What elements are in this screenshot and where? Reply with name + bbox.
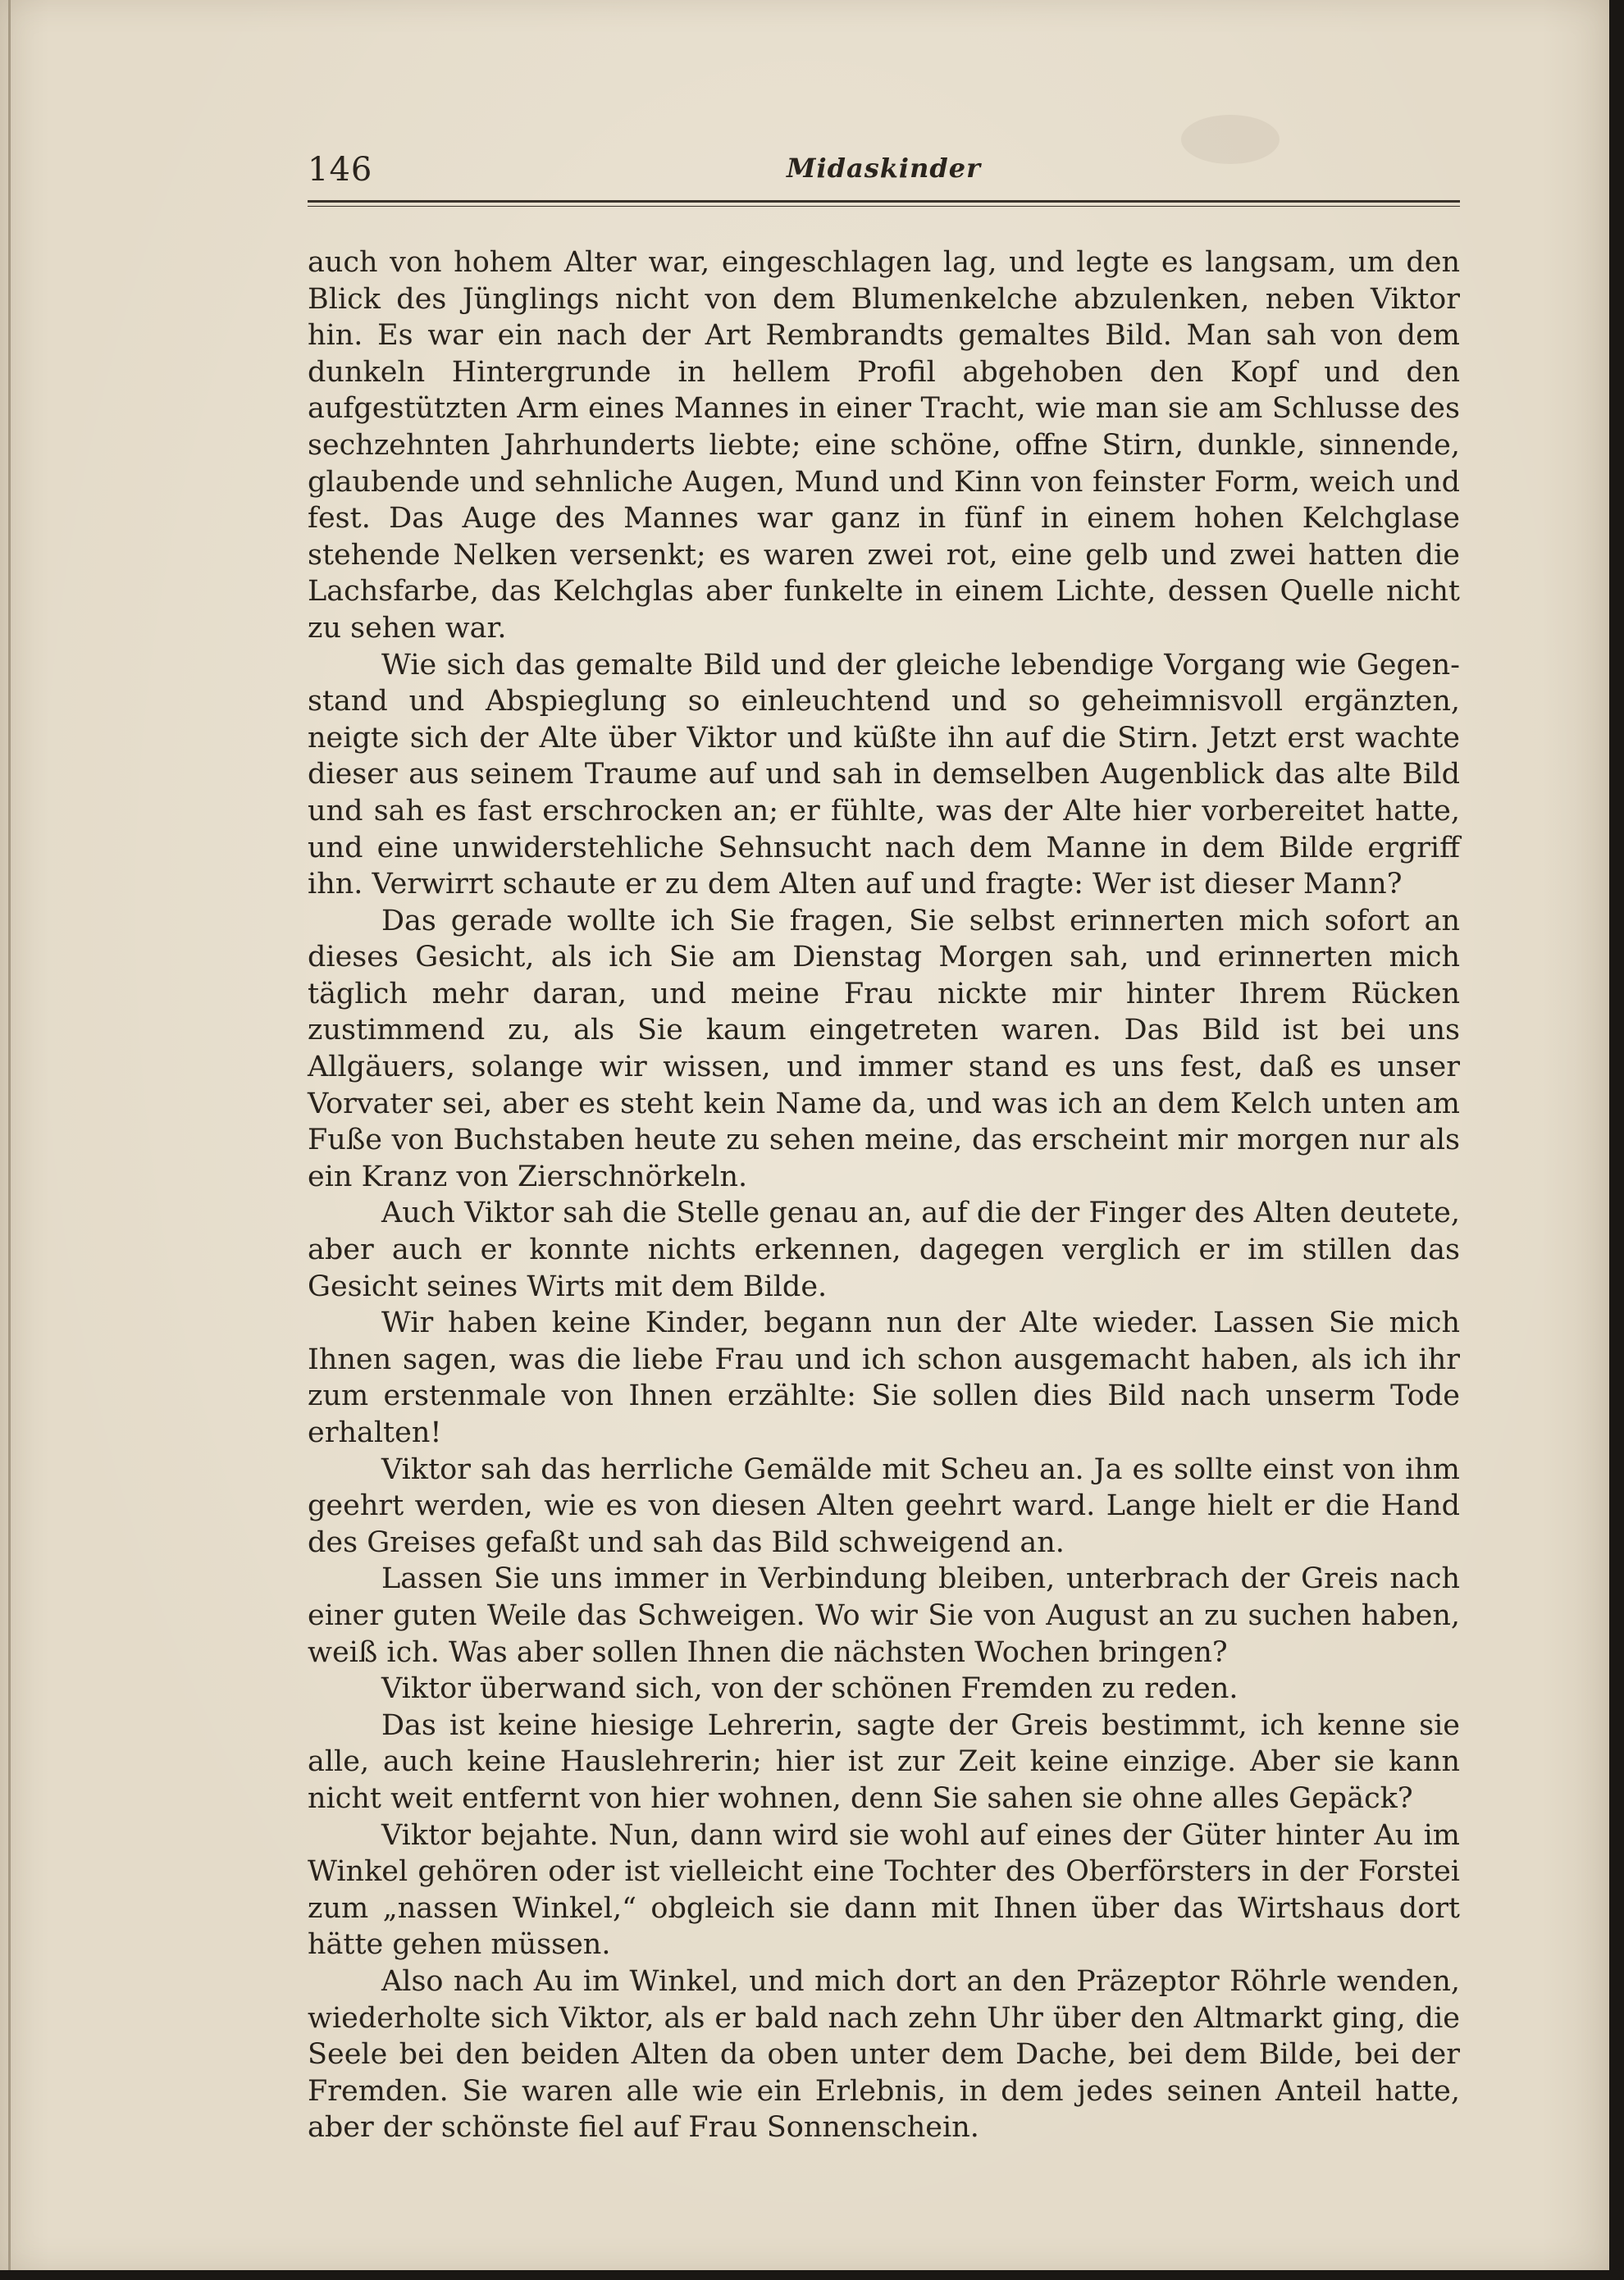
page-number: 146 bbox=[308, 151, 373, 189]
paragraph: Also nach Au im Winkel, und mich dort an den Präzeptor Röhrle wenden, wiederholte sich Viktor, als er bald nach zehn Uhr über den Altmarkt ging, die Seele bei den beiden Alten da oben unter dem Dache, bei dem Bilde, bei der Fremden. Sie waren alle wie ein Erlebnis, in dem jedes seinen Anteil hatte, aber der schönste fiel auf Frau Sonnenschein. bbox=[308, 1964, 1460, 2145]
paragraph: Das ist keine hiesige Lehrerin, sagte der Greis bestimmt, ich kenne sie alle, auch keine Hauslehrerin; hier ist zur Zeit keine einzige. Aber sie kann nicht weit entfernt von hier wohnen, denn Sie sahen sie ohne alles Gepäck? bbox=[308, 1708, 1460, 1815]
paragraph: Wie sich das gemalte Bild und der gleiche lebendige Vorgang wie Gegenstand und Abspieglung so einleuchtend und so geheimnisvoll ergänzten, neigte sich der Alte über Viktor und küßte ihn auf die Stirn. Jetzt erst wachte dieser aus seinem Traume auf und sah in demselben Augenblick das alte Bild und sah es fast erschrocken an; er fühlte, was der Alte hier vorbereitet hatte, und eine unwiderstehliche Sehnsucht nach dem Manne in dem Bilde ergriff ihn. Verwirrt schaute er zu dem Alten auf und fragte: Wer ist dieser Mann? bbox=[308, 648, 1460, 901]
paragraph: Auch Viktor sah die Stelle genau an, auf die der Finger des Alten deutete, aber auch er konnte nichts erkennen, dagegen verglich er im stillen das Gesicht seines Wirts mit dem Bilde. bbox=[308, 1197, 1460, 1303]
running-title: Midaskinder bbox=[787, 153, 981, 184]
paragraph: Viktor sah das herrliche Gemälde mit Scheu an. Ja es sollte einst von ihm geehrt werden, wie es von diesen Alten geehrt ward. Lange hielt er die Hand des Greises gefaßt und sah das Bild schweigend an. bbox=[308, 1452, 1460, 1559]
page-edge-shadow bbox=[8, 0, 11, 2270]
body-text bbox=[308, 244, 1460, 2146]
paragraph: auch von hohem Alter war, eingeschlagen lag, und legte es langsam, um den Blick des Jünglings nicht von dem Blumenkelche abzulenken, neben Viktor hin. Es war ein nach der Art Rembrandts gemaltes Bild. Man sah von dem dunkeln Hintergrunde in hellem Profil abgehoben den Kopf und den aufgestützten Arm eines Mannes in einer Tracht, wie man sie am Schlusse des sechzehnten Jahrhunderts liebte; eine schöne, offne Stirn, dunkle, sinnende, glaubende und sehnliche Augen, Mund und Kinn von feinster Form, weich und fest. Das Auge des Mannes war ganz in fünf in einem hohen Kelchglase stehende Nelken versenkt; es waren zwei rot, eine gelb und zwei hatten die Lachsfarbe, das Kelchglas aber funkelte in einem Lichte, dessen Quelle nicht zu sehen war. bbox=[308, 246, 1460, 645]
header-rule-thin bbox=[308, 206, 1460, 207]
paragraph: Viktor überwand sich, von der schönen Fremden zu reden. bbox=[381, 1672, 1239, 1706]
page-header bbox=[308, 148, 1460, 197]
paragraph: Viktor bejahte. Nun, dann wird sie wohl auf eines der Güter hinter Au im Winkel gehören oder ist vielleicht eine Tochter des Oberförsters in der Forstei zum „nassen Winkel,“ obgleich sie dann mit Ihnen über das Wirtshaus dort hätte gehen müssen. bbox=[308, 1818, 1460, 1962]
paragraph: Lassen Sie uns immer in Verbindung bleiben, unterbrach der Greis nach einer guten Weile das Schweigen. Wo wir Sie von August an zu suchen haben, weiß ich. Was aber sollen Ihnen die nächsten Wochen bringen? bbox=[308, 1562, 1460, 1669]
header-rule-thick bbox=[308, 200, 1460, 203]
paragraph: Das gerade wollte ich Sie fragen, Sie selbst erinnerten mich sofort an dieses Gesicht, als ich Sie am Dienstag Morgen sah, und erinnerten mich täglich mehr daran, und meine Frau nickte mir hinter Ihrem Rücken zustimmend zu, als Sie kaum eingetreten waren. Das Bild ist bei uns Allgäuers, solange wir wissen, und immer stand es uns fest, daß es unser Vorvater sei, aber es steht kein Name da, und was ich an dem Kelch unten am Fuße von Buchstaben heute zu sehen meine, das erscheint mir morgen nur als ein Kranz von Zierschnörkeln. bbox=[308, 904, 1460, 1193]
paragraph: Wir haben keine Kinder, begann nun der Alte wieder. Lassen Sie mich Ihnen sagen, was die liebe Frau und ich schon ausgemacht haben, als ich ihr zum erstenmale von Ihnen erzählte: Sie sollen dies Bild nach unserm Tode erhalten! bbox=[308, 1306, 1460, 1449]
